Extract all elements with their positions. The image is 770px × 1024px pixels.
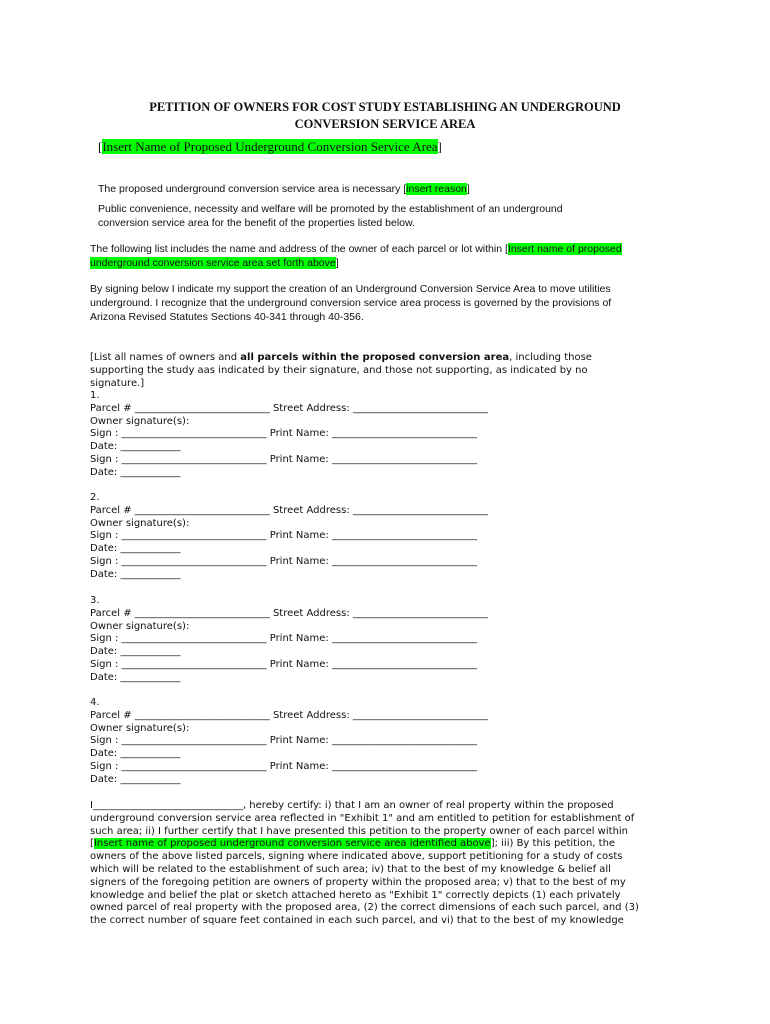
sign-field-1[interactable]: Sign : _____________________________ Print Name: _____________________________: [90, 530, 477, 542]
bracket-close: ]: [437, 139, 442, 154]
parcel-entry-3: [90, 595, 680, 685]
reason-highlight: insert reason: [406, 183, 467, 195]
parcel-field[interactable]: Parcel # ___________________________ Street Address: ___________________________: [90, 504, 488, 516]
cert-line-9: owned parcel of real property with the proposed area, (2) the correct dimensions of each such parcel, and (3): [90, 902, 639, 914]
sign-field-1[interactable]: Sign : _____________________________ Print Name: _____________________________: [90, 633, 477, 645]
cert-line-6: which will be related to the establishment of such area; iv) that to the best of my knowledge & belief all: [90, 863, 611, 875]
date-field-2[interactable]: Date: ____________: [90, 568, 181, 580]
cert-line-8: knowledge and belief the plat or sketch attached hereto as "Exhibit 1" correctly depicts (1) each privately: [90, 889, 621, 901]
date-field-2[interactable]: Date: ____________: [90, 671, 181, 683]
instructions-pre: [List all names of owners and: [90, 352, 241, 363]
parcel-field[interactable]: Parcel # ___________________________ Street Address: ___________________________: [90, 607, 488, 619]
cert-line-5: owners of the above listed parcels, signing where indicated above, support petitioning for a study of costs: [90, 851, 623, 863]
sign-field-1[interactable]: Sign : _____________________________ Print Name: _____________________________: [90, 735, 477, 747]
signing-line-1: By signing below I indicate my support the creation of an Underground Conversion Service Area to move utilities: [90, 283, 611, 295]
necessity-close: ]: [466, 183, 470, 195]
cert-line-10: the correct number of square feet contained in each such parcel, and vi) that to the best of my knowledge: [90, 915, 624, 927]
parcel-field[interactable]: Parcel # ___________________________ Street Address: ___________________________: [90, 709, 488, 721]
parcel-entry-4: [90, 697, 680, 787]
certification-paragraph: [90, 800, 680, 928]
sign-field-1[interactable]: Sign : _____________________________ Print Name: _____________________________: [90, 428, 477, 440]
title-line-1: PETITION OF OWNERS FOR COST STUDY ESTABLISHING AN UNDERGROUND: [149, 100, 621, 114]
instructions-post: , including those: [509, 352, 592, 363]
date-field-1[interactable]: Date: ____________: [90, 543, 181, 555]
date-field-1[interactable]: Date: ____________: [90, 646, 181, 658]
date-field-1[interactable]: Date: ____________: [90, 441, 181, 453]
entry-number: 3.: [90, 595, 100, 606]
convenience-line-2: conversion service area for the benefit of the properties listed below.: [98, 217, 415, 229]
signing-paragraph: [90, 282, 611, 324]
cert-area-highlight: Insert name of proposed underground conversion service area identified above: [93, 838, 491, 850]
instructions-bold: all parcels within the proposed conversion area: [240, 352, 510, 363]
list-close: ]: [335, 257, 339, 269]
convenience-paragraph: [98, 202, 563, 230]
cert-line-3: such area; ii) I further certify that I have presented this petition to the property owner of each parcel within: [90, 825, 629, 837]
entry-number: 1.: [90, 390, 100, 401]
parcel-entry-1: [90, 390, 680, 480]
entry-number: 2.: [90, 492, 100, 503]
owner-signatures-label: Owner signature(s):: [90, 517, 190, 529]
cert-bracket-open: [: [90, 838, 94, 850]
cert-line-1: I______________________________, hereby certify: i) that I am an owner of real property within the proposed: [90, 800, 614, 811]
owner-signatures-label: Owner signature(s):: [90, 722, 190, 734]
sign-field-2[interactable]: Sign : _____________________________ Print Name: _____________________________: [90, 658, 477, 670]
signing-line-2: underground. I recognize that the underground conversion service area process is governed by the provisions of: [90, 297, 612, 309]
list-paragraph: [90, 242, 622, 270]
cert-line-7: signers of the foregoing petition are owners of property within the proposed area; v) that to the best of my: [90, 876, 626, 888]
cert-line-2: underground conversion service area reflected in "Exhibit 1" and am entitled to petition for establishment of: [90, 812, 635, 824]
instructions: [90, 352, 680, 390]
convenience-line-1: Public convenience, necessity and welfare will be promoted by the establishment of an underground: [98, 203, 563, 215]
parcel-field[interactable]: Parcel # ___________________________ Street Address: ___________________________: [90, 402, 488, 414]
list-highlight-1: Insert name of proposed: [507, 243, 622, 255]
date-field-2[interactable]: Date: ____________: [90, 773, 181, 785]
area-name-highlight: Insert Name of Proposed Underground Conversion Service Area: [102, 139, 438, 154]
necessity-text: The proposed underground conversion service area is necessary [: [98, 183, 407, 195]
title-line-2: CONVERSION SERVICE AREA: [294, 117, 476, 131]
sign-field-2[interactable]: Sign : _____________________________ Print Name: _____________________________: [90, 555, 477, 567]
document-title: [90, 99, 680, 133]
list-text: The following list includes the name and address of the owner of each parcel or lot within [: [90, 243, 508, 255]
date-field-2[interactable]: Date: ____________: [90, 466, 181, 478]
date-field-1[interactable]: Date: ____________: [90, 748, 181, 760]
instructions-line-2: supporting the study aas indicated by their signature, and those not supporting, as indicated by no: [90, 364, 588, 376]
cert-line-4-rest: ]; iii) By this petition, the: [490, 838, 616, 850]
owner-signatures-label: Owner signature(s):: [90, 620, 190, 632]
necessity-paragraph: [98, 182, 470, 196]
instructions-line-3: signature.]: [90, 377, 145, 389]
entry-number: 4.: [90, 697, 100, 708]
parcel-entry-2: [90, 492, 680, 582]
area-name-placeholder: [98, 138, 442, 155]
signing-line-3: Arizona Revised Statutes Sections 40-341 through 40-356.: [90, 311, 364, 323]
list-highlight-2: underground conversion service area set forth above: [90, 257, 336, 269]
bracket-open: [: [98, 139, 103, 154]
sign-field-2[interactable]: Sign : _____________________________ Print Name: _____________________________: [90, 760, 477, 772]
owner-signatures-label: Owner signature(s):: [90, 415, 190, 427]
sign-field-2[interactable]: Sign : _____________________________ Print Name: _____________________________: [90, 453, 477, 465]
